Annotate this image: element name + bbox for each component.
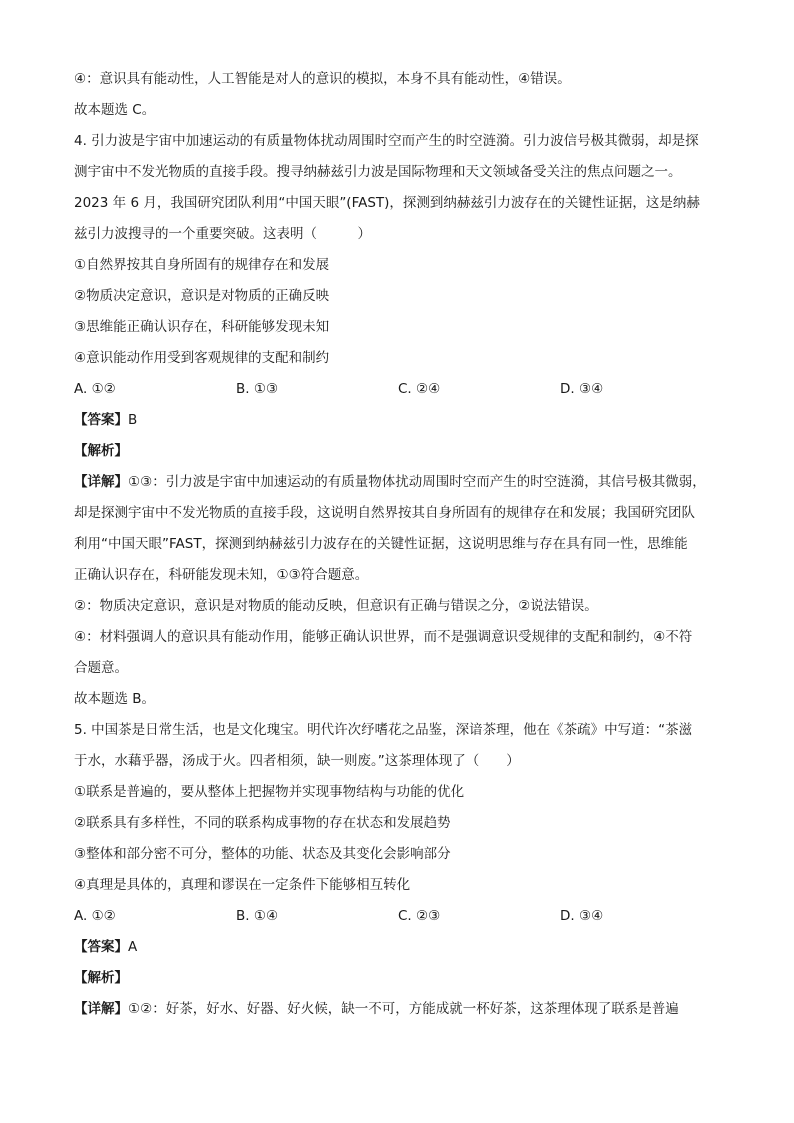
analysis-line [74,436,734,467]
detail-line [74,994,734,1025]
detail-tag: 【详解】 [74,1001,128,1017]
detail-line: 正确认识存在，科研能发现未知，①③符合题意。 [74,567,369,583]
answer-tag: 【答案】 [74,412,128,428]
detail-line: 利用“中国天眼”FAST，探测到纳赫兹引力波存在的关键性证据，这说明思维与存在具有同一性，思维能 [74,536,688,552]
detail-tag: 【详解】 [74,474,128,490]
answer-line [74,932,734,963]
statement-4: ④意识能动作用受到客观规律的支配和制约 [74,350,330,366]
detail-line: 合题意。 [74,660,128,676]
text-line: ④：意识具有能动性，人工智能是对人的意识的模拟，本身不具有能动性，④错误。 [74,71,571,87]
answer-tag: 【答案】 [74,939,128,955]
answer-options [74,374,734,405]
question-stem-line: 4. 引力波是宇宙中加速运动的有质量物体扰动周围时空而产生的时空涟漪。引力波信号极其微弱，却是探 [74,133,699,149]
text-line: 故本题选 C。 [74,102,156,118]
analysis-tag: 【解析】 [74,443,128,459]
analysis-tag: 【解析】 [74,970,128,986]
question-stem-line: 兹引力波搜寻的一个重要突破。这表明（ ） [74,226,371,242]
option-c: C. ②③ [398,908,441,924]
question-stem-line: 测宇宙中不发光物质的直接手段。搜寻纳赫兹引力波是国际物理和天文领域备受关注的焦点问题之一。 [74,164,682,180]
detail-line [74,467,734,498]
option-c: C. ②④ [398,381,441,397]
question-stem-line: 于水，水藉乎器，汤成于火。四者相须，缺一则废。”这茶理体现了（ ） [74,753,520,769]
answer-value: A [128,939,138,955]
answer-options [74,901,734,932]
option-d: D. ③④ [560,381,604,397]
option-b: B. ①③ [236,381,279,397]
analysis-line [74,963,734,994]
statement-1: ①联系是普遍的，要从整体上把握物并实现事物结构与功能的优化 [74,784,465,800]
statement-4: ④真理是具体的，真理和谬误在一定条件下能够相互转化 [74,877,411,893]
option-b: B. ①④ [236,908,279,924]
detail-line: ②：物质决定意识，意识是对物质的能动反映，但意识有正确与错误之分，②说法错误。 [74,598,598,614]
statement-3: ③思维能正确认识存在，科研能够发现未知 [74,319,330,335]
detail-text: ①③：引力波是宇宙中加速运动的有质量物体扰动周围时空而产生的时空涟漪，其信号极其微弱， [128,474,706,490]
statement-1: ①自然界按其自身所固有的规律存在和发展 [74,257,330,273]
answer-value: B [128,412,138,428]
detail-line: ④：材料强调人的意识具有能动作用，能够正确认识世界，而不是强调意识受规律的支配和制约，④不符 [74,629,693,645]
option-d: D. ③④ [560,908,604,924]
detail-line: 却是探测宇宙中不发光物质的直接手段，这说明自然界按其自身所固有的规律存在和发展；我国研究团队 [74,505,695,521]
question-4 [74,126,734,715]
option-a: A. ①② [74,381,116,397]
statement-2: ②联系具有多样性，不同的联系构成事物的存在状态和发展趋势 [74,815,451,831]
option-a: A. ①② [74,908,116,924]
statement-2: ②物质决定意识，意识是对物质的正确反映 [74,288,330,304]
question-stem-line: 5. 中国茶是日常生活，也是文化瑰宝。明代许次纾嗜花之品鉴，深谙茶理，他在《茶疏》中写道：“茶滋 [74,722,693,738]
statement-3: ③整体和部分密不可分，整体的功能、状态及其变化会影响部分 [74,846,451,862]
document-page [74,64,734,1025]
question-stem-line: 2023 年 6 月，我国研究团队利用“中国天眼”(FAST)，探测到纳赫兹引力波存在的关键性证据，这是纳赫 [74,195,700,211]
answer-line [74,405,734,436]
detail-line: 故本题选 B。 [74,691,156,707]
question-5 [74,715,734,1025]
detail-text: ①②：好茶，好水、好器、好火候，缺一不可，方能成就一杯好茶，这茶理体现了联系是普遍 [128,1001,679,1017]
